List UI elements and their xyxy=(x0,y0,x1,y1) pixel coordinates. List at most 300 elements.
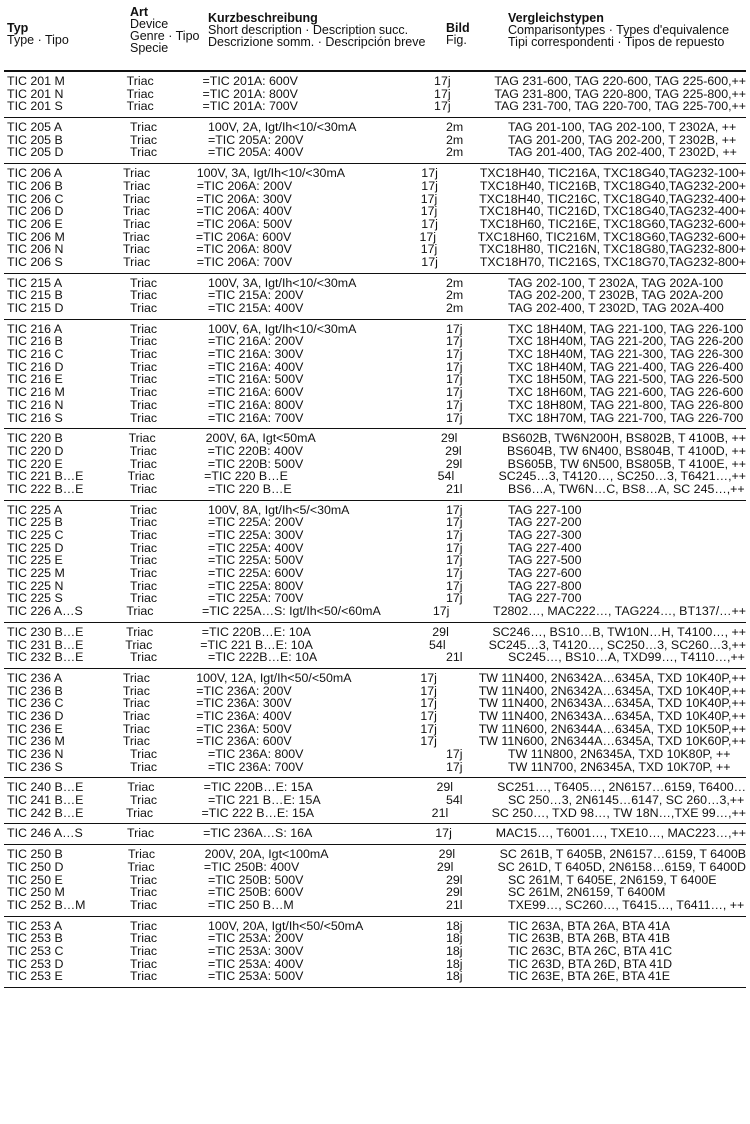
figure-cell: 17j xyxy=(446,566,463,581)
equivalents-cell: TW 11N700, 2N6345A, TXD 10K70P, ++ xyxy=(508,759,731,774)
device-cell: Triac xyxy=(127,780,155,795)
type-cell: TIC 205 B xyxy=(7,132,63,147)
figure-cell: 17j xyxy=(434,86,451,101)
equivalents-cell: TIC 263C, BTA 26C, BTA 41C xyxy=(508,943,673,958)
figure-cell: 17j xyxy=(420,734,437,749)
device-cell: Triac xyxy=(122,229,150,244)
type-cell: TIC 246 A…S xyxy=(7,826,83,841)
type-cell: TIC 206 C xyxy=(7,191,64,206)
equivalents-cell: TAG 227-600 xyxy=(508,566,582,581)
figure-cell: 29l xyxy=(432,624,449,639)
equivalents-cell: SC 261M, T 6405E, 2N6159, T 6400E xyxy=(508,872,717,887)
equivalents-cell: TIC 263B, BTA 26B, BTA 41B xyxy=(508,931,671,946)
device-cell: Triac xyxy=(130,747,158,761)
type-cell: TIC 236 E xyxy=(7,721,63,736)
device-cell: Triac xyxy=(130,385,158,400)
device-cell: Triac xyxy=(127,826,155,841)
device-cell: Triac xyxy=(130,321,158,336)
type-cell: TIC 216 N xyxy=(7,397,64,412)
type-cell: TIC 236 S xyxy=(7,759,63,774)
equivalents-cell: TAG 227-200 xyxy=(508,515,582,530)
equivalents-cell: TIC 263D, BTA 26D, BTA 41D xyxy=(508,956,673,971)
table-row xyxy=(4,970,746,983)
row-group xyxy=(4,778,746,824)
type-cell: TIC 216 E xyxy=(7,372,63,387)
figure-cell: 17j xyxy=(446,385,463,400)
description-cell: 100V, 12A, Igt/Ih<50/<50mA xyxy=(196,670,352,685)
description-cell: =TIC 201A: 800V xyxy=(202,86,298,101)
device-cell: Triac xyxy=(122,734,150,749)
equivalents-cell: TAG 201-100, TAG 202-100, T 2302A, ++ xyxy=(508,120,737,135)
figure-cell: 54l xyxy=(429,637,446,652)
equivalents-cell: TXC18H40, TIC216C, TXC18G40,TAG232-400+ xyxy=(479,191,746,206)
equivalents-cell: TW 11N600, 2N6344A…6345A, TXD 10K50P,++ xyxy=(478,721,746,736)
type-cell: TIC 206 M xyxy=(7,229,65,244)
type-cell: TIC 225 N xyxy=(7,578,64,593)
type-cell: TIC 220 B xyxy=(7,431,63,446)
type-cell: TIC 225 D xyxy=(7,540,64,555)
figure-cell: 17j xyxy=(421,166,438,181)
device-cell: Triac xyxy=(130,885,158,900)
description-cell: =TIC 236A: 700V xyxy=(208,759,304,774)
table-row xyxy=(4,146,746,159)
equivalents-cell: TAG 202-200, T 2302B, TAG 202A-200 xyxy=(508,288,724,303)
device-cell: Triac xyxy=(130,120,158,135)
type-cell: TIC 240 B…E xyxy=(7,780,84,795)
type-cell: TIC 225 S xyxy=(7,591,63,606)
description-cell: =TIC 201A: 700V xyxy=(202,99,298,114)
device-cell: Triac xyxy=(130,275,158,290)
description-cell: =TIC 225A…S: Igt/Ih<50/<60mA xyxy=(202,604,381,619)
figure-cell: 2m xyxy=(446,301,464,315)
type-cell: TIC 225 B xyxy=(7,515,63,530)
description-cell: =TIC 253A: 400V xyxy=(208,956,304,971)
figure-cell: 17j xyxy=(446,553,463,568)
description-cell: =TIC 253A: 300V xyxy=(208,943,304,958)
description-cell: =TIC 225A: 700V xyxy=(208,591,304,606)
type-cell: TIC 206 A xyxy=(7,166,63,181)
row-group xyxy=(4,501,746,623)
description-cell: =TIC 225A: 500V xyxy=(208,553,304,568)
device-cell: Triac xyxy=(130,591,158,606)
row-group xyxy=(4,824,746,845)
description-cell: =TIC 206A: 600V xyxy=(195,229,292,244)
figure-cell: 17j xyxy=(434,74,451,88)
type-cell: TIC 220 E xyxy=(7,456,63,471)
equivalents-cell: BS602B, TW6N200H, BS802B, T 4100B, ++ xyxy=(502,431,746,446)
description-cell: =TIC 215A: 400V xyxy=(208,301,304,315)
equivalents-cell: TAG 231-800, TAG 220-800, TAG 225-800,++ xyxy=(494,86,746,101)
device-cell: Triac xyxy=(123,178,151,193)
description-cell: =TIC 236A: 600V xyxy=(196,734,292,749)
type-cell: TIC 225 C xyxy=(7,528,64,542)
description-cell: =TIC 201A: 600V xyxy=(202,74,298,88)
device-cell: Triac xyxy=(130,578,158,593)
device-cell: Triac xyxy=(130,793,158,808)
device-cell: Triac xyxy=(122,242,150,257)
device-cell: Triac xyxy=(130,502,158,517)
type-cell: TIC 216 C xyxy=(7,347,64,362)
equivalents-cell: TXC 18H40M, TAG 221-300, TAG 226-300 xyxy=(508,347,744,362)
description-cell: =TIC 220 B…E xyxy=(208,481,292,496)
description-cell: =TIC 250B: 500V xyxy=(208,872,304,887)
type-cell: TIC 201 M xyxy=(7,74,65,88)
description-cell: =TIC 225A: 200V xyxy=(208,515,304,530)
type-cell: TIC 216 D xyxy=(7,359,64,374)
table-row xyxy=(4,483,746,496)
figure-cell: 29l xyxy=(446,872,463,887)
table-row xyxy=(4,180,746,193)
equivalents-cell: TXC18H40, TIC216A, TXC18G40,TAG232-100+ xyxy=(479,166,747,181)
device-cell: Triac xyxy=(130,969,158,984)
device-cell: Triac xyxy=(122,683,150,698)
figure-cell: 17j xyxy=(446,515,463,530)
table-row xyxy=(4,542,746,555)
type-cell: TIC 242 B…E xyxy=(7,805,84,820)
description-cell: =TIC 220B: 400V xyxy=(207,443,303,458)
description-cell: =TIC 206A: 500V xyxy=(196,216,293,231)
description-cell: =TIC 236A: 400V xyxy=(196,708,292,723)
type-cell: TIC 201 N xyxy=(7,86,64,101)
table-row xyxy=(4,100,746,113)
figure-cell: 29l xyxy=(440,431,458,446)
type-cell: TIC 220 D xyxy=(7,443,64,458)
figure-cell: 17j xyxy=(446,410,463,425)
equivalents-cell: TW 11N400, 2N6342A…6345A, TXD 10K40P,++ xyxy=(478,683,746,698)
equivalents-cell: TXC18H80, TIC216N, TXC18G80,TAG232-800+ xyxy=(479,242,746,257)
type-cell: TIC 232 B…E xyxy=(7,650,84,665)
description-cell: =TIC 221 B…E: 10A xyxy=(200,637,313,652)
equivalents-cell: SC 261D, T 6405D, 2N6158…6159, T 6400D xyxy=(497,859,746,874)
table-row xyxy=(4,167,746,180)
description-cell: 100V, 20A, Igt/Ih<50/<50mA xyxy=(208,918,364,933)
description-cell: =TIC 220B: 500V xyxy=(207,456,304,471)
type-cell: TIC 205 A xyxy=(7,120,63,135)
device-cell: Triac xyxy=(130,759,158,774)
equivalents-cell: TXC 18H70M, TAG 221-700, TAG 226-700 xyxy=(508,410,744,425)
description-cell: 100V, 3A, Igt/Ih<10/<30mA xyxy=(208,275,357,290)
description-cell: =TIC 216A: 500V xyxy=(208,372,304,387)
description-cell: =TIC 236A: 500V xyxy=(196,721,292,736)
type-cell: TIC 216 B xyxy=(7,334,63,349)
table-row xyxy=(4,399,746,412)
equivalents-cell: T2802…, MAC222…, TAG224…, BT137/…++ xyxy=(493,604,746,619)
figure-cell: 17j xyxy=(421,216,438,231)
description-cell: =TIC 250B: 600V xyxy=(208,885,304,900)
type-cell: TIC 225 M xyxy=(7,566,65,581)
figure-cell: 17j xyxy=(432,604,450,619)
type-cell: TIC 206 S xyxy=(7,254,63,269)
equivalents-cell: SC251…, T6405…, 2N6157…6159, T6400… xyxy=(497,780,746,795)
header-bild-title: Bild xyxy=(446,21,470,35)
figure-cell: 54l xyxy=(446,793,463,808)
equivalents-cell: TW 11N400, 2N6343A…6345A, TXD 10K40P,++ xyxy=(478,708,746,723)
type-cell: TIC 205 D xyxy=(7,145,64,160)
figure-cell: 17j xyxy=(421,178,438,193)
type-cell: TIC 225 E xyxy=(7,553,63,568)
description-cell: =TIC 206A: 300V xyxy=(196,191,292,206)
device-cell: Triac xyxy=(130,410,158,425)
type-cell: TIC 215 A xyxy=(7,275,63,290)
description-cell: =TIC 253A: 500V xyxy=(208,969,304,984)
description-cell: =TIC 222 B…E: 15A xyxy=(201,805,315,820)
device-cell: Triac xyxy=(123,254,151,269)
description-cell: =TIC 216A: 300V xyxy=(208,347,304,362)
equivalents-cell: TAG 227-800 xyxy=(508,578,582,593)
header-kurz-line2: Descrizione somm. · Descripción breve xyxy=(208,35,426,49)
row-group xyxy=(4,164,746,274)
type-cell: TIC 206 B xyxy=(7,178,63,193)
device-cell: Triac xyxy=(123,166,151,181)
equivalents-cell: TAG 227-500 xyxy=(508,553,582,568)
device-cell: Triac xyxy=(130,540,158,555)
description-cell: 100V, 6A, Igt/Ih<10/<30mA xyxy=(208,321,357,336)
description-cell: 200V, 6A, Igt<50mA xyxy=(205,431,316,446)
equivalents-cell: TXC18H70, TIC216S, TXC18G70,TAG232-800+ xyxy=(479,254,747,269)
type-cell: TIC 236 A xyxy=(7,670,63,685)
device-cell: Triac xyxy=(130,145,158,160)
header-typ-sub: Type · Tipo xyxy=(7,33,69,47)
header-art-line2: Genre · Tipo xyxy=(130,29,200,43)
figure-cell: 29l xyxy=(445,456,463,471)
equivalents-cell: TW 11N600, 2N6344A…6345A, TXD 10K60P,++ xyxy=(478,734,746,749)
device-cell: Triac xyxy=(126,99,154,114)
equivalents-cell: SC246…, BS10…B, TW10N…H, T4100…, ++ xyxy=(492,624,747,639)
table-row xyxy=(4,567,746,580)
description-cell: =TIC 206A: 400V xyxy=(196,204,292,219)
description-cell: 100V, 8A, Igt/Ih<5/<30mA xyxy=(208,502,350,517)
device-cell: Triac xyxy=(130,301,158,315)
figure-cell: 17j xyxy=(446,397,463,412)
figure-cell: 17j xyxy=(446,591,463,606)
table-row xyxy=(4,794,746,807)
description-cell: =TIC 221 B…E: 15A xyxy=(208,793,321,808)
description-cell: =TIC 206A: 800V xyxy=(196,242,292,257)
device-cell: Triac xyxy=(122,670,150,685)
row-group xyxy=(4,669,746,779)
equivalents-cell: MAC15…, T6001…, TXE10…, MAC223…,++ xyxy=(495,826,746,841)
figure-cell: 17j xyxy=(446,759,463,774)
figure-cell: 17j xyxy=(420,670,437,685)
header-art xyxy=(130,6,199,54)
equivalents-cell: TAG 227-400 xyxy=(508,540,582,555)
figure-cell: 17j xyxy=(420,708,437,723)
type-cell: TIC 241 B…E xyxy=(7,793,84,808)
device-cell: Triac xyxy=(125,637,153,652)
description-cell: =TIC 225A: 800V xyxy=(208,578,304,593)
table-row xyxy=(4,516,746,529)
equivalents-cell: TXE99…, SC260…, T6415…, T6411…, ++ xyxy=(508,897,745,912)
equivalents-cell: TAG 227-100 xyxy=(508,502,582,517)
table-body xyxy=(4,72,746,988)
description-cell: =TIC 253A: 200V xyxy=(208,931,304,946)
description-cell: =TIC 225A: 400V xyxy=(208,540,304,555)
header-bild-sub: Fig. xyxy=(446,33,467,47)
figure-cell: 17j xyxy=(446,502,463,517)
type-cell: TIC 250 D xyxy=(7,859,64,874)
type-cell: TIC 215 D xyxy=(7,301,64,315)
type-cell: TIC 206 E xyxy=(7,216,63,231)
row-group xyxy=(4,429,746,500)
figure-cell: 2m xyxy=(446,132,464,147)
type-cell: TIC 206 N xyxy=(7,242,64,257)
equivalents-cell: TAG 201-400, TAG 202-400, T 2302D, ++ xyxy=(508,145,737,160)
type-cell: TIC 236 D xyxy=(7,708,64,723)
header-vergleich-line1: Comparisontypes · Types d'equivalence xyxy=(508,23,730,37)
table-row xyxy=(4,945,746,958)
figure-cell: 2m xyxy=(446,120,464,135)
device-cell: Triac xyxy=(130,528,158,542)
figure-cell: 17j xyxy=(420,721,437,736)
header-bild xyxy=(446,22,470,46)
description-cell: =TIC 216A: 700V xyxy=(208,410,304,425)
table-row xyxy=(4,205,746,218)
type-cell: TIC 216 M xyxy=(7,385,65,400)
type-cell: TIC 253 E xyxy=(7,969,63,984)
figure-cell: 17j xyxy=(446,347,463,362)
header-vergleich xyxy=(508,12,729,48)
equivalents-cell: TXC18H60, TIC216M, TXC18G60,TAG232-600+ xyxy=(477,229,746,244)
description-cell: =TIC 206A: 200V xyxy=(196,178,293,193)
type-cell: TIC 206 D xyxy=(7,204,64,219)
device-cell: Triac xyxy=(122,696,150,711)
description-cell: =TIC 216A: 400V xyxy=(208,359,304,374)
device-cell: Triac xyxy=(126,86,154,101)
figure-cell: 29l xyxy=(438,847,456,862)
type-cell: TIC 253 C xyxy=(7,943,64,958)
table-row xyxy=(4,605,746,618)
device-cell: Triac xyxy=(127,847,156,862)
device-cell: Triac xyxy=(126,624,154,639)
description-cell: =TIC 236A: 300V xyxy=(196,696,292,711)
figure-cell: 17j xyxy=(446,372,463,387)
figure-cell: 18j xyxy=(446,918,463,933)
device-cell: Triac xyxy=(130,347,158,362)
table-row xyxy=(4,302,746,315)
description-cell: =TIC 236A…S: 16A xyxy=(203,826,313,841)
row-group xyxy=(4,274,746,320)
equivalents-cell: TAG 201-200, TAG 202-200, T 2302B, ++ xyxy=(508,132,737,147)
row-group xyxy=(4,118,746,164)
type-cell: TIC 253 B xyxy=(7,931,63,946)
equivalents-cell: SC 261M, 2N6159, T 6400M xyxy=(508,885,666,900)
device-cell: Triac xyxy=(130,566,158,581)
equivalents-cell: TAG 227-700 xyxy=(508,591,582,606)
equivalents-cell: TW 11N400, 2N6343A…6345A, TXD 10K40P,++ xyxy=(478,696,746,711)
table-row xyxy=(4,651,746,664)
row-group xyxy=(4,917,746,988)
device-cell: Triac xyxy=(130,481,158,496)
device-cell: Triac xyxy=(122,721,150,736)
figure-cell: 21l xyxy=(446,650,463,665)
table-row xyxy=(4,626,746,639)
equivalents-cell: BS605B, TW 6N500, BS805B, T 4100E, ++ xyxy=(507,456,747,471)
figure-cell: 54l xyxy=(437,469,455,484)
type-cell: TIC 236 N xyxy=(7,747,64,761)
table-row xyxy=(4,432,746,445)
header-vergleich-line2: Tipi correspondenti · Tipos de repuesto xyxy=(508,35,725,49)
table-row xyxy=(4,504,746,517)
equivalents-cell: TXC 18H50M, TAG 221-500, TAG 226-500 xyxy=(508,372,744,387)
figure-cell: 18j xyxy=(446,956,463,971)
table-row xyxy=(4,672,746,685)
device-cell: Triac xyxy=(130,132,158,147)
header-kurz-title: Kurzbeschreibung xyxy=(208,11,318,25)
equivalents-cell: SC245…3, T4120…, SC250…3, T6421…,++ xyxy=(498,469,746,484)
table-row xyxy=(4,861,746,874)
equivalents-cell: TXC 18H60M, TAG 221-600, TAG 226-600 xyxy=(508,385,744,400)
device-cell: Triac xyxy=(125,805,154,820)
table-row xyxy=(4,75,746,88)
row-group xyxy=(4,845,746,916)
type-cell: TIC 226 A…S xyxy=(7,604,83,619)
type-cell: TIC 250 M xyxy=(7,885,65,900)
equivalents-cell: BS604B, TW 6N400, BS804B, T 4100D, ++ xyxy=(506,443,746,458)
description-cell: =TIC 250 B…M xyxy=(208,897,294,912)
table-row xyxy=(4,580,746,593)
table-row xyxy=(4,807,746,820)
table-row xyxy=(4,899,746,912)
header-art-line3: Specie xyxy=(130,41,169,55)
equivalents-cell: SC 250…, TXD 98…, TW 18N…,TXE 99…,++ xyxy=(491,805,746,820)
header-art-title: Art xyxy=(130,5,149,19)
row-group xyxy=(4,320,746,430)
table-header xyxy=(4,0,746,72)
device-cell: Triac xyxy=(130,918,158,933)
type-cell: TIC 253 D xyxy=(7,956,64,971)
table-row xyxy=(4,256,746,269)
description-cell: =TIC 225A: 300V xyxy=(208,528,304,542)
description-cell: 100V, 3A, Igt/Ih<10/<30mA xyxy=(196,166,346,181)
row-group xyxy=(4,623,746,669)
description-cell: =TIC 205A: 200V xyxy=(208,132,304,147)
table-row xyxy=(4,554,746,567)
device-cell: Triac xyxy=(130,515,158,530)
figure-cell: 2m xyxy=(446,145,464,160)
header-typ xyxy=(7,22,69,46)
device-cell: Triac xyxy=(123,216,151,231)
figure-cell: 17j xyxy=(420,242,438,257)
equivalents-cell: TAG 202-400, T 2302D, TAG 202A-400 xyxy=(508,301,724,315)
type-cell: TIC 221 B…E xyxy=(7,469,84,484)
description-cell: 100V, 2A, Igt/Ih<10/<30mA xyxy=(208,120,357,135)
datasheet-page xyxy=(4,0,746,988)
figure-cell: 17j xyxy=(420,204,438,219)
header-art-line1: Device xyxy=(130,17,169,31)
table-row xyxy=(4,412,746,425)
figure-cell: 17j xyxy=(421,254,438,269)
figure-cell: 17j xyxy=(446,359,463,374)
figure-cell: 2m xyxy=(446,275,464,290)
description-cell: =TIC 206A: 700V xyxy=(196,254,293,269)
table-row xyxy=(4,848,746,861)
figure-cell: 17j xyxy=(420,191,438,206)
table-row xyxy=(4,529,746,542)
table-row xyxy=(4,761,746,774)
figure-cell: 21l xyxy=(446,897,463,912)
equivalents-cell: TXC18H40, TIC216D, TXC18G40,TAG232-400+ xyxy=(479,204,746,219)
figure-cell: 21l xyxy=(446,481,463,496)
device-cell: Triac xyxy=(130,872,158,887)
device-cell: Triac xyxy=(129,443,157,458)
device-cell: Triac xyxy=(122,708,150,723)
device-cell: Triac xyxy=(126,74,154,88)
figure-cell: 18j xyxy=(446,931,463,946)
device-cell: Triac xyxy=(130,397,158,412)
description-cell: =TIC 205A: 400V xyxy=(208,145,304,160)
device-cell: Triac xyxy=(130,943,158,958)
equivalents-cell: SC245…, BS10…A, TXD99…, T4110…,++ xyxy=(508,650,745,665)
